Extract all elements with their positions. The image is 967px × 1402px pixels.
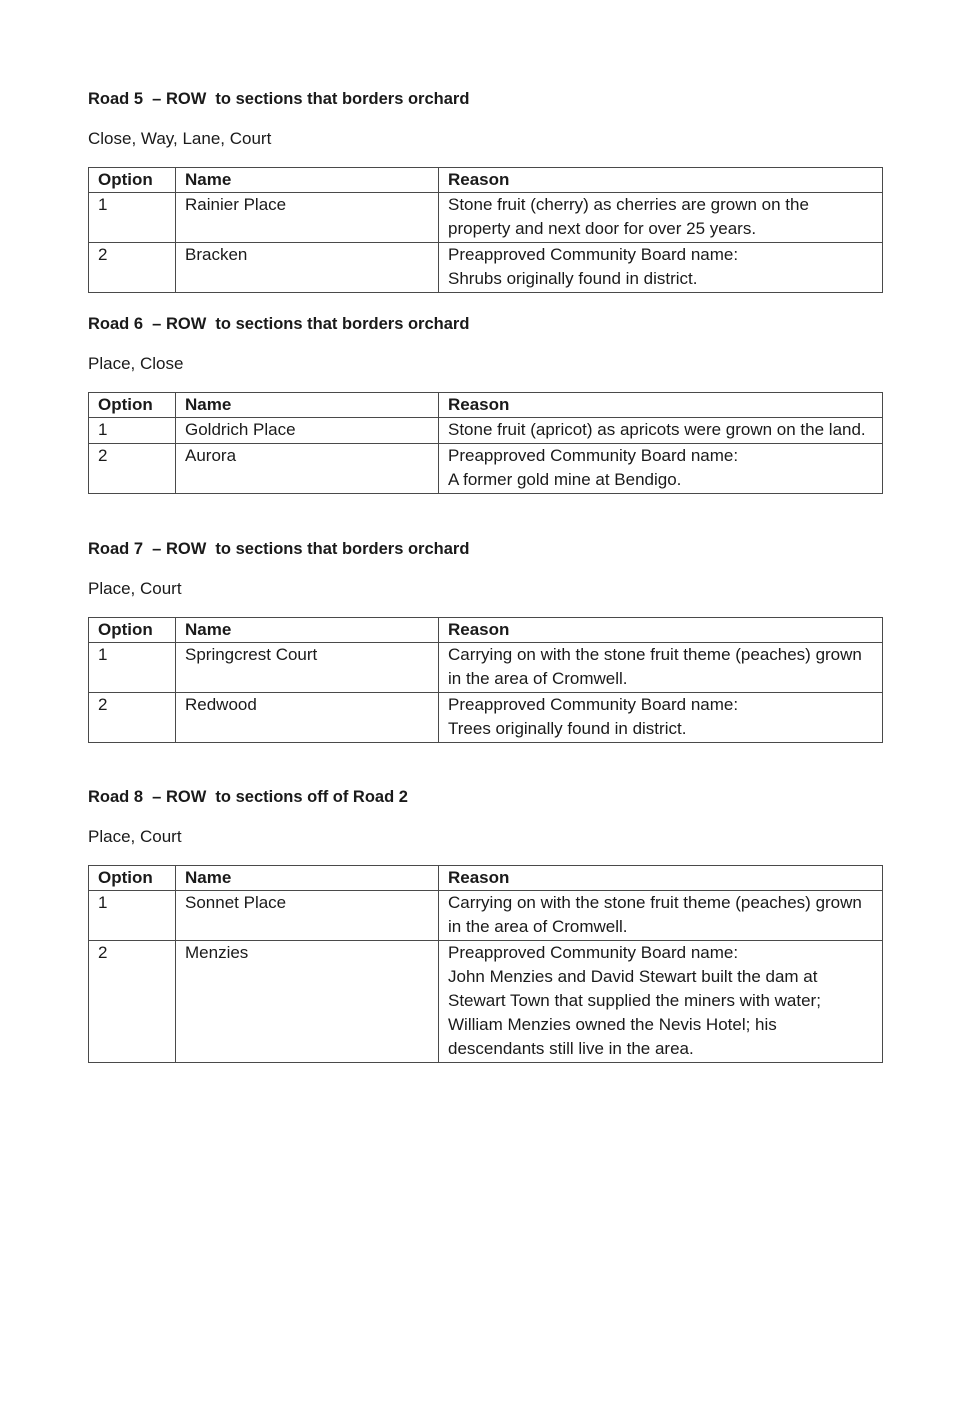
reason-cell bbox=[439, 444, 883, 494]
column-header-reason: Reason bbox=[439, 866, 883, 891]
reason-line: Preapproved Community Board name: bbox=[448, 943, 739, 962]
reason-line: Carrying on with the stone fruit theme (peaches) grown in the area of Cromwell. bbox=[448, 645, 862, 688]
section-heading: Road 6 – ROW to sections that borders orchard bbox=[88, 315, 470, 333]
table-row bbox=[89, 418, 883, 444]
table-row bbox=[89, 193, 883, 243]
column-header-reason: Reason bbox=[439, 168, 883, 193]
road-types: Place, Close bbox=[88, 354, 184, 373]
reason-cell bbox=[439, 643, 883, 693]
reason-line: Shrubs originally found in district. bbox=[448, 269, 698, 288]
reason-cell bbox=[439, 418, 883, 444]
section-heading: Road 8 – ROW to sections off of Road 2 bbox=[88, 788, 408, 806]
table-row bbox=[89, 693, 883, 743]
table-row bbox=[89, 891, 883, 941]
reason-line: John Menzies and David Stewart built the dam at Stewart Town that supplied the miners with water; William Menzies owned the Nevis Hotel; his descendants still live in the area. bbox=[448, 967, 821, 1058]
reason-line: Preapproved Community Board name: bbox=[448, 695, 739, 714]
column-header-name: Name bbox=[176, 866, 439, 891]
table-header-row bbox=[89, 866, 883, 891]
reason-line: Preapproved Community Board name: bbox=[448, 446, 739, 465]
option-cell: 1 bbox=[89, 891, 176, 941]
options-table bbox=[88, 167, 883, 293]
table-header-row bbox=[89, 168, 883, 193]
reason-line: A former gold mine at Bendigo. bbox=[448, 470, 682, 489]
road-types: Close, Way, Lane, Court bbox=[88, 129, 272, 148]
name-cell: Redwood bbox=[176, 693, 439, 743]
column-header-name: Name bbox=[176, 393, 439, 418]
option-cell: 2 bbox=[89, 444, 176, 494]
section-heading: Road 5 – ROW to sections that borders orchard bbox=[88, 90, 470, 108]
table-row bbox=[89, 941, 883, 1063]
column-header-option: Option bbox=[89, 168, 176, 193]
column-header-name: Name bbox=[176, 618, 439, 643]
option-cell: 1 bbox=[89, 418, 176, 444]
name-cell: Goldrich Place bbox=[176, 418, 439, 444]
reason-cell bbox=[439, 243, 883, 293]
table-row bbox=[89, 444, 883, 494]
option-cell: 2 bbox=[89, 243, 176, 293]
road-types: Place, Court bbox=[88, 579, 182, 598]
column-header-option: Option bbox=[89, 393, 176, 418]
option-cell: 1 bbox=[89, 193, 176, 243]
reason-line: Carrying on with the stone fruit theme (peaches) grown in the area of Cromwell. bbox=[448, 893, 862, 936]
name-cell: Aurora bbox=[176, 444, 439, 494]
options-table bbox=[88, 392, 883, 494]
table-row bbox=[89, 243, 883, 293]
option-cell: 2 bbox=[89, 941, 176, 1063]
option-cell: 1 bbox=[89, 643, 176, 693]
reason-cell bbox=[439, 941, 883, 1063]
table-row bbox=[89, 643, 883, 693]
road-types: Place, Court bbox=[88, 827, 182, 846]
name-cell: Sonnet Place bbox=[176, 891, 439, 941]
options-table bbox=[88, 865, 883, 1063]
column-header-reason: Reason bbox=[439, 618, 883, 643]
reason-line: Trees originally found in district. bbox=[448, 719, 687, 738]
reason-line: Stone fruit (cherry) as cherries are grown on the property and next door for over 25 years. bbox=[448, 195, 809, 238]
table-header-row bbox=[89, 393, 883, 418]
section-heading: Road 7 – ROW to sections that borders orchard bbox=[88, 540, 470, 558]
column-header-reason: Reason bbox=[439, 393, 883, 418]
reason-cell bbox=[439, 193, 883, 243]
name-cell: Bracken bbox=[176, 243, 439, 293]
option-cell: 2 bbox=[89, 693, 176, 743]
name-cell: Springcrest Court bbox=[176, 643, 439, 693]
column-header-name: Name bbox=[176, 168, 439, 193]
reason-cell bbox=[439, 693, 883, 743]
name-cell: Menzies bbox=[176, 941, 439, 1063]
reason-line: Preapproved Community Board name: bbox=[448, 245, 739, 264]
reason-line: Stone fruit (apricot) as apricots were grown on the land. bbox=[448, 420, 866, 439]
column-header-option: Option bbox=[89, 618, 176, 643]
table-header-row bbox=[89, 618, 883, 643]
name-cell: Rainier Place bbox=[176, 193, 439, 243]
column-header-option: Option bbox=[89, 866, 176, 891]
options-table bbox=[88, 617, 883, 743]
reason-cell bbox=[439, 891, 883, 941]
